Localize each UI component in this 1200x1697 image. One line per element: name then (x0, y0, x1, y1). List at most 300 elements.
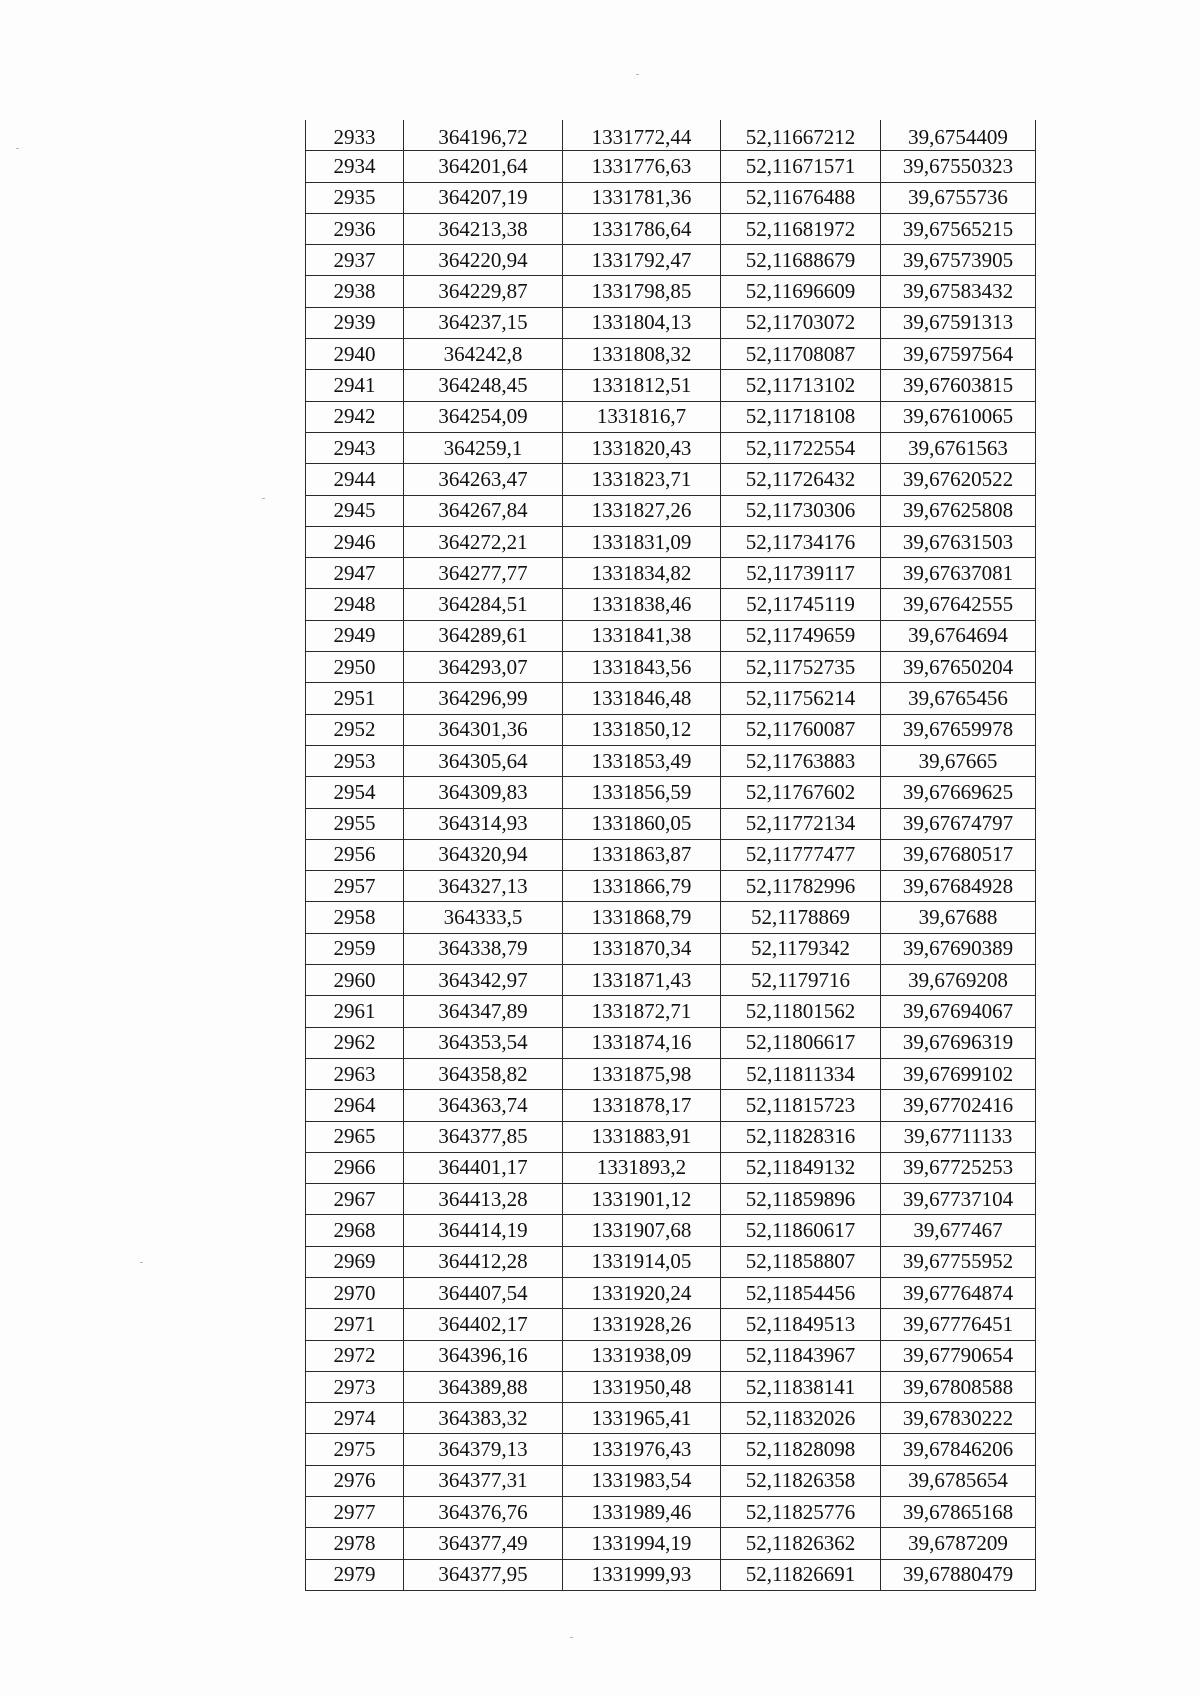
longitude-value: 39,67642555 (902, 592, 1014, 617)
longitude-value: 39,67610065 (902, 404, 1014, 429)
table-row (306, 683, 1036, 714)
y-coordinate-value: 1331914,05 (591, 1249, 692, 1274)
latitude-cell (721, 1340, 881, 1371)
latitude-cell (721, 714, 881, 745)
point-number-cell (306, 213, 404, 244)
y-coordinate-cell (563, 1309, 721, 1340)
y-coordinate-cell (563, 276, 721, 307)
y-coordinate-value: 1331834,82 (591, 560, 692, 585)
point-number-value: 2974 (333, 1405, 376, 1430)
y-coordinate-cell (563, 839, 721, 870)
longitude-cell (881, 902, 1036, 933)
table-row (306, 526, 1036, 557)
point-number-cell (306, 1528, 404, 1559)
point-number-cell (306, 307, 404, 338)
table-row (306, 871, 1036, 902)
longitude-cell (881, 1497, 1036, 1528)
latitude-cell (721, 652, 881, 683)
y-coordinate-cell (563, 495, 721, 526)
y-coordinate-value: 1331831,09 (591, 529, 692, 554)
y-coordinate-value: 1331950,48 (591, 1374, 692, 1399)
y-coordinate-value: 1331872,71 (591, 998, 692, 1023)
x-coordinate-cell (404, 589, 563, 620)
y-coordinate-cell (563, 558, 721, 589)
x-coordinate-value: 364327,13 (438, 873, 528, 898)
x-coordinate-value: 364201,64 (438, 153, 528, 178)
latitude-cell (721, 120, 881, 151)
point-number-value: 2948 (333, 592, 376, 617)
point-number-value: 2958 (333, 905, 376, 930)
longitude-cell (881, 1246, 1036, 1277)
x-coordinate-cell (404, 276, 563, 307)
y-coordinate-cell (563, 620, 721, 651)
point-number-value: 2943 (333, 435, 376, 460)
latitude-value: 52,11849513 (745, 1311, 856, 1336)
point-number-cell (306, 464, 404, 495)
longitude-cell (881, 276, 1036, 307)
longitude-value: 39,67830222 (902, 1405, 1014, 1430)
longitude-cell (881, 401, 1036, 432)
x-coordinate-value: 364301,36 (438, 717, 528, 742)
y-coordinate-cell (563, 683, 721, 714)
longitude-cell (881, 1559, 1036, 1590)
y-coordinate-cell (563, 1371, 721, 1402)
latitude-cell (721, 1121, 881, 1152)
point-number-cell (306, 558, 404, 589)
y-coordinate-value: 1331875,98 (591, 1061, 692, 1086)
latitude-cell (721, 307, 881, 338)
longitude-value: 39,6787209 (908, 1531, 1008, 1555)
table-row (306, 1528, 1036, 1559)
y-coordinate-value: 1331928,26 (591, 1311, 692, 1336)
latitude-value: 52,11688679 (745, 247, 856, 272)
y-coordinate-cell (563, 777, 721, 808)
table-row (306, 495, 1036, 526)
latitude-value: 52,11806617 (745, 1030, 856, 1055)
y-coordinate-cell (563, 1340, 721, 1371)
x-coordinate-cell (404, 1121, 563, 1152)
y-coordinate-cell (563, 1246, 721, 1277)
latitude-cell (721, 1497, 881, 1528)
scan-speck (16, 148, 19, 149)
table-row (306, 370, 1036, 401)
scan-speck (140, 1262, 143, 1263)
latitude-value: 52,11860617 (745, 1218, 856, 1243)
longitude-cell (881, 464, 1036, 495)
latitude-value: 52,11767602 (745, 779, 856, 804)
point-number-value: 2937 (333, 247, 376, 272)
latitude-cell (721, 182, 881, 213)
x-coordinate-cell (404, 683, 563, 714)
y-coordinate-value: 1331798,85 (591, 279, 692, 304)
point-number-value: 2979 (333, 1562, 376, 1587)
longitude-cell (881, 1434, 1036, 1465)
y-coordinate-value: 1331838,46 (591, 592, 692, 617)
x-coordinate-cell (404, 1152, 563, 1183)
point-number-value: 2967 (333, 1186, 376, 1211)
y-coordinate-cell (563, 182, 721, 213)
latitude-value: 52,11696609 (745, 279, 856, 304)
point-number-cell (306, 339, 404, 370)
longitude-cell (881, 1215, 1036, 1246)
table-row (306, 1277, 1036, 1308)
point-number-cell (306, 182, 404, 213)
longitude-value: 39,67846206 (902, 1437, 1014, 1462)
x-coordinate-value: 364229,87 (438, 279, 528, 304)
x-coordinate-cell (404, 777, 563, 808)
x-coordinate-cell (404, 432, 563, 463)
point-number-value: 2976 (333, 1468, 376, 1493)
longitude-cell (881, 526, 1036, 557)
latitude-cell (721, 370, 881, 401)
longitude-value: 39,67696319 (902, 1030, 1014, 1055)
y-coordinate-cell (563, 151, 721, 182)
longitude-cell (881, 839, 1036, 870)
table-row (306, 307, 1036, 338)
point-number-cell (306, 1027, 404, 1058)
table-row (306, 1497, 1036, 1528)
point-number-value: 2936 (333, 216, 376, 241)
longitude-cell (881, 432, 1036, 463)
x-coordinate-value: 364377,95 (438, 1562, 528, 1587)
latitude-value: 52,11826358 (745, 1468, 856, 1493)
latitude-cell (721, 871, 881, 902)
table-row (306, 401, 1036, 432)
table-row (306, 1058, 1036, 1089)
point-number-value: 2934 (333, 153, 376, 178)
y-coordinate-cell (563, 339, 721, 370)
y-coordinate-cell (563, 1559, 721, 1590)
latitude-cell (721, 558, 881, 589)
y-coordinate-cell (563, 1215, 721, 1246)
table-row (306, 965, 1036, 996)
point-number-cell (306, 808, 404, 839)
x-coordinate-value: 364347,89 (438, 998, 528, 1023)
x-coordinate-value: 364259,1 (443, 435, 523, 460)
longitude-cell (881, 683, 1036, 714)
latitude-value: 52,11826362 (745, 1531, 856, 1555)
x-coordinate-cell (404, 965, 563, 996)
latitude-cell (721, 1403, 881, 1434)
y-coordinate-cell (563, 1090, 721, 1121)
x-coordinate-value: 364314,93 (438, 811, 528, 836)
y-coordinate-value: 1331860,05 (591, 811, 692, 836)
latitude-cell (721, 1277, 881, 1308)
table-row (306, 339, 1036, 370)
longitude-value: 39,6754409 (908, 124, 1008, 149)
longitude-cell (881, 745, 1036, 776)
table-row (306, 1121, 1036, 1152)
y-coordinate-value: 1331994,19 (591, 1531, 692, 1555)
point-number-cell (306, 1340, 404, 1371)
x-coordinate-cell (404, 464, 563, 495)
latitude-cell (721, 276, 881, 307)
x-coordinate-cell (404, 1090, 563, 1121)
x-coordinate-cell (404, 495, 563, 526)
y-coordinate-cell (563, 714, 721, 745)
x-coordinate-cell (404, 151, 563, 182)
x-coordinate-cell (404, 245, 563, 276)
longitude-value: 39,67659978 (902, 717, 1014, 742)
y-coordinate-value: 1331868,79 (591, 905, 692, 930)
x-coordinate-cell (404, 1497, 563, 1528)
latitude-value: 52,1179342 (751, 936, 850, 961)
latitude-value: 52,11718108 (745, 404, 856, 429)
longitude-value: 39,67711133 (903, 1124, 1013, 1149)
x-coordinate-value: 364396,16 (438, 1343, 528, 1368)
table-row (306, 213, 1036, 244)
latitude-value: 52,11745119 (746, 592, 855, 617)
table-row (306, 120, 1036, 151)
x-coordinate-cell (404, 526, 563, 557)
y-coordinate-value: 1331874,16 (591, 1030, 692, 1055)
longitude-value: 39,6764694 (908, 623, 1008, 648)
point-number-cell (306, 370, 404, 401)
latitude-cell (721, 589, 881, 620)
table-row (306, 1434, 1036, 1465)
latitude-value: 52,11681972 (745, 216, 856, 241)
x-coordinate-value: 364263,47 (438, 466, 528, 491)
x-coordinate-cell (404, 902, 563, 933)
latitude-value: 52,11832026 (745, 1405, 856, 1430)
x-coordinate-value: 364254,09 (438, 404, 528, 429)
y-coordinate-value: 1331901,12 (591, 1186, 692, 1211)
latitude-cell (721, 996, 881, 1027)
latitude-value: 52,11772134 (745, 811, 856, 836)
table-row (306, 839, 1036, 870)
latitude-cell (721, 1152, 881, 1183)
latitude-cell (721, 1434, 881, 1465)
x-coordinate-value: 364383,32 (438, 1405, 528, 1430)
latitude-cell (721, 151, 881, 182)
x-coordinate-value: 364379,13 (438, 1437, 528, 1462)
longitude-cell (881, 120, 1036, 151)
longitude-value: 39,6761563 (908, 435, 1008, 460)
y-coordinate-value: 1331843,56 (591, 654, 692, 679)
y-coordinate-value: 1331938,09 (591, 1343, 692, 1368)
y-coordinate-cell (563, 1184, 721, 1215)
y-coordinate-cell (563, 1528, 721, 1559)
longitude-cell (881, 1340, 1036, 1371)
x-coordinate-cell (404, 808, 563, 839)
y-coordinate-cell (563, 370, 721, 401)
latitude-value: 52,11828316 (745, 1124, 856, 1149)
scan-speck (262, 498, 265, 499)
latitude-value: 52,11825776 (745, 1499, 856, 1524)
x-coordinate-cell (404, 933, 563, 964)
x-coordinate-value: 364353,54 (438, 1030, 528, 1055)
longitude-value: 39,67674797 (902, 811, 1014, 836)
x-coordinate-cell (404, 1465, 563, 1496)
x-coordinate-value: 364305,64 (438, 748, 528, 773)
point-number-value: 2946 (333, 529, 376, 554)
point-number-cell (306, 714, 404, 745)
table-row (306, 558, 1036, 589)
y-coordinate-cell (563, 902, 721, 933)
longitude-cell (881, 652, 1036, 683)
x-coordinate-value: 364267,84 (438, 498, 528, 523)
x-coordinate-cell (404, 1215, 563, 1246)
x-coordinate-value: 364277,77 (438, 560, 528, 585)
longitude-cell (881, 777, 1036, 808)
y-coordinate-value: 1331976,43 (591, 1437, 692, 1462)
x-coordinate-value: 364414,19 (438, 1218, 528, 1243)
longitude-cell (881, 245, 1036, 276)
latitude-value: 52,11756214 (745, 685, 856, 710)
x-coordinate-value: 364377,31 (438, 1468, 528, 1493)
latitude-value: 52,11849132 (745, 1155, 856, 1180)
latitude-cell (721, 777, 881, 808)
longitude-value: 39,67597564 (902, 341, 1014, 366)
point-number-cell (306, 1277, 404, 1308)
longitude-value: 39,67620522 (902, 466, 1014, 491)
point-number-value: 2957 (333, 873, 376, 898)
point-number-value: 2944 (333, 466, 376, 491)
y-coordinate-value: 1331893,2 (596, 1155, 687, 1180)
point-number-cell (306, 276, 404, 307)
latitude-value: 52,11760087 (745, 717, 856, 742)
latitude-cell (721, 1027, 881, 1058)
x-coordinate-value: 364342,97 (438, 967, 528, 992)
longitude-value: 39,67737104 (902, 1186, 1014, 1211)
table-row (306, 1403, 1036, 1434)
point-number-value: 2970 (333, 1280, 376, 1305)
y-coordinate-cell (563, 745, 721, 776)
longitude-cell (881, 182, 1036, 213)
latitude-value: 52,11703072 (745, 310, 856, 335)
latitude-value: 52,1179716 (751, 967, 850, 992)
x-coordinate-cell (404, 182, 563, 213)
x-coordinate-value: 364407,54 (438, 1280, 528, 1305)
latitude-cell (721, 1309, 881, 1340)
latitude-value: 52,11730306 (745, 498, 856, 523)
x-coordinate-cell (404, 1277, 563, 1308)
point-number-value: 2966 (333, 1155, 376, 1180)
table-row (306, 620, 1036, 651)
point-number-cell (306, 1465, 404, 1496)
point-number-cell (306, 620, 404, 651)
longitude-cell (881, 213, 1036, 244)
y-coordinate-value: 1331781,36 (591, 185, 692, 210)
y-coordinate-value: 1331983,54 (591, 1468, 692, 1493)
longitude-cell (881, 370, 1036, 401)
latitude-value: 52,1178869 (751, 905, 850, 930)
y-coordinate-cell (563, 213, 721, 244)
y-coordinate-cell (563, 1058, 721, 1089)
point-number-cell (306, 1309, 404, 1340)
latitude-cell (721, 245, 881, 276)
x-coordinate-value: 364376,76 (438, 1499, 528, 1524)
y-coordinate-value: 1331827,26 (591, 498, 692, 523)
point-number-value: 2947 (333, 560, 376, 585)
latitude-value: 52,11708087 (745, 341, 856, 366)
point-number-cell (306, 683, 404, 714)
point-number-cell (306, 1090, 404, 1121)
longitude-value: 39,6755736 (908, 185, 1008, 210)
latitude-value: 52,11782996 (745, 873, 856, 898)
x-coordinate-cell (404, 1434, 563, 1465)
longitude-value: 39,67699102 (902, 1061, 1014, 1086)
latitude-cell (721, 1215, 881, 1246)
latitude-cell (721, 965, 881, 996)
table-row (306, 1184, 1036, 1215)
longitude-value: 39,67694067 (902, 998, 1014, 1023)
table-row (306, 589, 1036, 620)
y-coordinate-value: 1331846,48 (591, 685, 692, 710)
y-coordinate-cell (563, 307, 721, 338)
x-coordinate-cell (404, 1403, 563, 1434)
point-number-cell (306, 1497, 404, 1528)
y-coordinate-cell (563, 245, 721, 276)
latitude-value: 52,11801562 (745, 998, 856, 1023)
y-coordinate-value: 1331804,13 (591, 310, 692, 335)
longitude-value: 39,67690389 (902, 936, 1014, 961)
latitude-cell (721, 526, 881, 557)
longitude-value: 39,67684928 (902, 873, 1014, 898)
y-coordinate-cell (563, 1121, 721, 1152)
y-coordinate-value: 1331850,12 (591, 717, 692, 742)
longitude-cell (881, 495, 1036, 526)
table-row (306, 1340, 1036, 1371)
point-number-value: 2962 (333, 1030, 376, 1055)
latitude-value: 52,11713102 (745, 373, 856, 398)
longitude-cell (881, 558, 1036, 589)
longitude-value: 39,67702416 (902, 1092, 1014, 1117)
x-coordinate-value: 364333,5 (443, 905, 523, 930)
latitude-cell (721, 1465, 881, 1496)
longitude-value: 39,677467 (913, 1218, 1003, 1243)
latitude-value: 52,11828098 (745, 1437, 856, 1462)
x-coordinate-cell (404, 1559, 563, 1590)
latitude-value: 52,11777477 (745, 842, 856, 867)
y-coordinate-value: 1331920,24 (591, 1280, 692, 1305)
longitude-value: 39,67591313 (902, 310, 1014, 335)
scan-speck (570, 1637, 573, 1638)
coordinates-table (305, 120, 1036, 1591)
table-row (306, 996, 1036, 1027)
y-coordinate-cell (563, 526, 721, 557)
x-coordinate-cell (404, 620, 563, 651)
latitude-value: 52,11854456 (745, 1280, 856, 1305)
latitude-value: 52,11815723 (745, 1092, 856, 1117)
longitude-value: 39,67755952 (902, 1249, 1014, 1274)
latitude-cell (721, 1058, 881, 1089)
point-number-cell (306, 1184, 404, 1215)
table-row (306, 182, 1036, 213)
y-coordinate-cell (563, 120, 721, 151)
point-number-cell (306, 933, 404, 964)
point-number-cell (306, 745, 404, 776)
latitude-value: 52,11811334 (746, 1061, 855, 1086)
point-number-cell (306, 1371, 404, 1402)
y-coordinate-value: 1331965,41 (591, 1405, 692, 1430)
y-coordinate-cell (563, 1434, 721, 1465)
point-number-value: 2973 (333, 1374, 376, 1399)
x-coordinate-value: 364320,94 (438, 842, 528, 867)
y-coordinate-cell (563, 432, 721, 463)
y-coordinate-cell (563, 1152, 721, 1183)
latitude-cell (721, 933, 881, 964)
x-coordinate-value: 364377,49 (438, 1531, 528, 1555)
latitude-cell (721, 1528, 881, 1559)
longitude-value: 39,67725253 (902, 1155, 1014, 1180)
latitude-cell (721, 1371, 881, 1402)
point-number-cell (306, 1559, 404, 1590)
x-coordinate-value: 364309,83 (438, 779, 528, 804)
longitude-value: 39,6769208 (908, 967, 1008, 992)
longitude-cell (881, 871, 1036, 902)
y-coordinate-cell (563, 589, 721, 620)
